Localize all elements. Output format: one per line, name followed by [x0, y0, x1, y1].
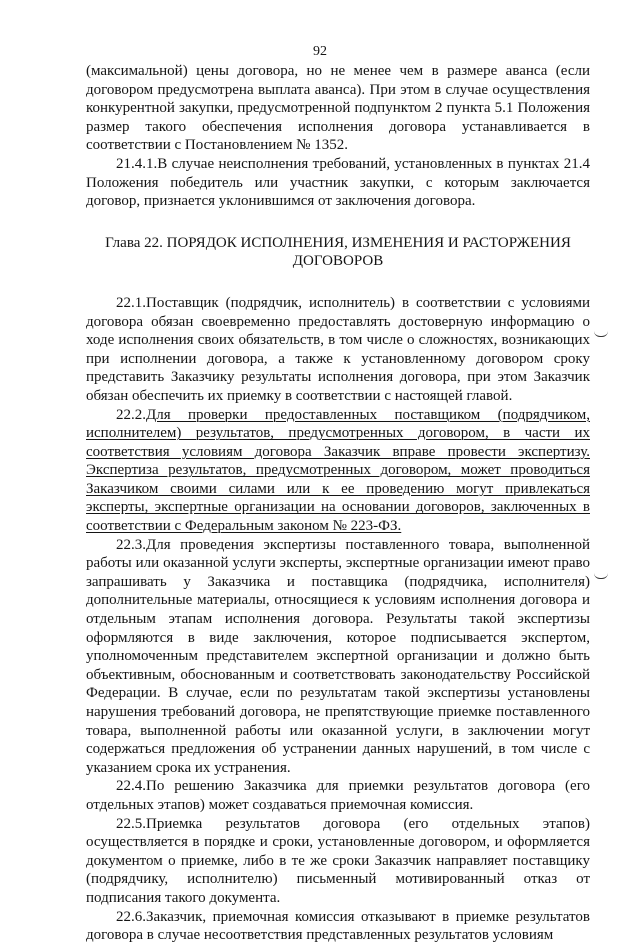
margin-mark: [594, 573, 608, 579]
page-body: [86, 62, 590, 945]
section-text: Заказчик, приемочная комиссия отказывают в приемке результатов договора в случае несоответствия представленных результатов условиям: [86, 908, 590, 944]
paragraph-22-6: [86, 908, 590, 945]
paragraph-21-4-1: 21.4.1.В случае неисполнения требований, установленных в пунктах 21.4 Положения победитель или участник закупки, с которым заключается договор, признается уклонившимся от заключения договора.: [86, 155, 590, 210]
section-text: Для проведения экспертизы поставленного товара, выполненной работы или оказанной услуги эксперты, экспертные организации имеют право запрашивать у Заказчика и поставщика (подрядчика, исполнителя) дополнительные материалы, относящиеся к условиям исполнения договора и отдельным этапам исполнения договора. Результаты такой экспертизы оформляются в виде заключения, которое подписывается экспертом, уполномоченным представителем экспертной организации и должно быть объективным, обоснованным и соответствовать законодательству Российской Федерации. В случае, если по результатам такой экспертизы установлены нарушения требований договора, не препятствующие приемке поставленного товара, выполненной работы или оказанной услуги, в заключении могут содержаться предложения об устранении данных нарушений, в том числе с указанием срока их устранения.: [86, 536, 590, 776]
section-number: 22.4.: [116, 778, 146, 795]
paragraph-22-3: [86, 536, 590, 778]
paragraph-22-4: [86, 777, 590, 814]
section-text: Поставщик (подрядчик, исполнитель) в соответствии с условиями договора обязан своевременно предоставлять достоверную информацию о ходе исполнения своих обязательств, в том числе о сложностях, возникающих при исполнении договора, а также к установленному договором сроку представить Заказчику результаты исполнения договора, при этом Заказчик обязан обеспечить их приемку в соответствии с настоящей главой.: [86, 294, 590, 404]
section-text: Приемка результатов договора (его отдельных этапов) осуществляется в порядке и сроки, установленные договором, и оформляется документом о приемке, либо в те же сроки Заказчик направляет поставщику (подрядчику, исполнителю) письменный мотивированный отказ от подписания такого документа.: [86, 815, 590, 906]
paragraph-22-5: [86, 815, 590, 908]
paragraph-22-1: [86, 294, 590, 406]
paragraph-continuation: (максимальной) цены договора, но не менее чем в размере аванса (если договором предусмотрена выплата аванса). При этом в случае осуществления конкурентной закупки, предусмотренной подпунктом 2 пункта 5.1 Положения размер такого обеспечения исполнения договора устанавливается в соответствии с Постановлением № 1352.: [86, 63, 590, 154]
margin-mark: [594, 331, 608, 337]
section-text: Для проверки предоставленных поставщиком (подрядчиком, исполнителем) результатов, предусмотренных договором, в части их соответствия условиям договора Заказчик вправе провести экспертизу. Экспертиза результатов, предусмотренных договором, может проводиться Заказчиком своими силами или к ее проведению могут привлекаться эксперты, экспертные организации на основании договоров, заключенных в соответствии с Федеральным законом № 223-ФЗ.: [86, 406, 590, 535]
section-number: 22.6.: [116, 908, 146, 925]
chapter-heading: Глава 22. ПОРЯДОК ИСПОЛНЕНИЯ, ИЗМЕНЕНИЯ И РАСТОРЖЕНИЯ ДОГОВОРОВ: [105, 234, 571, 270]
section-number: 22.5.: [116, 815, 146, 832]
section-number: 22.1.: [116, 294, 146, 311]
page-number: 92: [313, 44, 327, 59]
paragraph-22-2: [86, 406, 590, 536]
section-number: 22.3.: [116, 536, 146, 553]
section-text: По решению Заказчика для приемки результатов договора (его отдельных этапов) может создаваться приемочная комиссия.: [86, 778, 590, 813]
section-number: 22.2.: [116, 406, 146, 423]
